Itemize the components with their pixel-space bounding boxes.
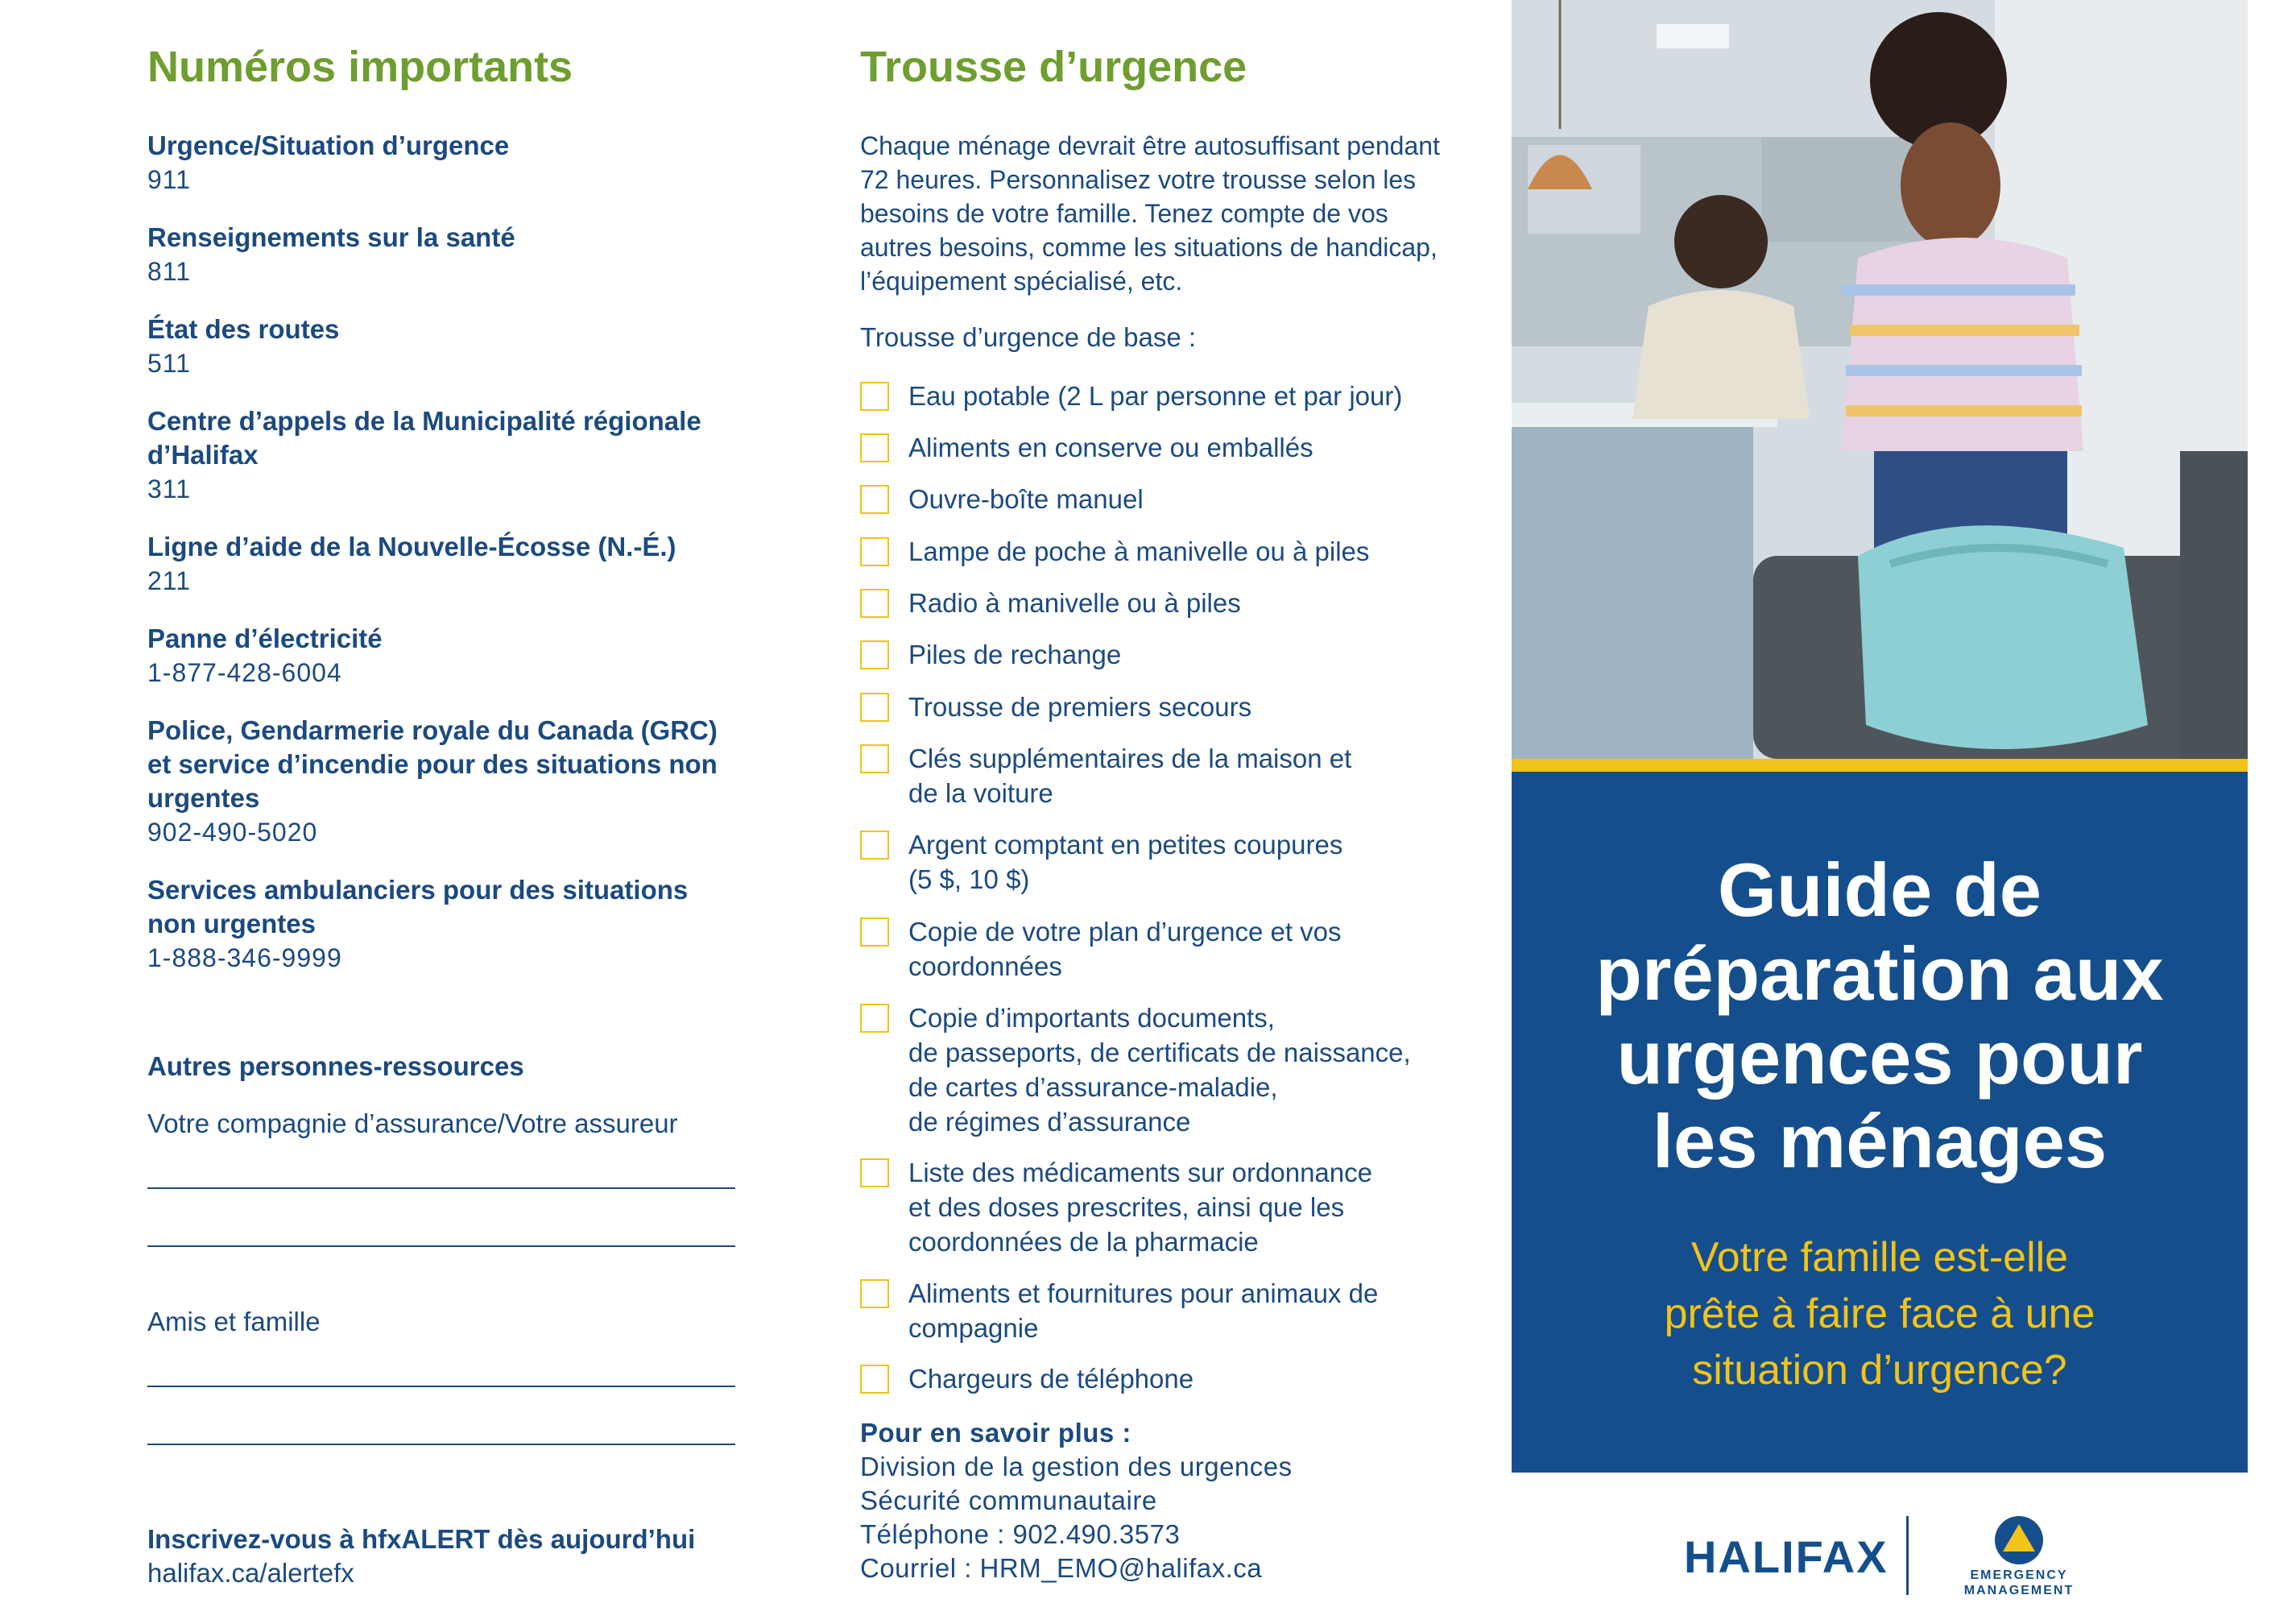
checklist-item-label: Copie de votre plan d’urgence et vos coordonnées [908,917,1342,981]
checkbox[interactable] [860,744,889,773]
checklist-item-label: Aliments et fournitures pour animaux de compagnie [908,1278,1379,1343]
logo-area [1512,1506,2248,1603]
friends-write-line[interactable] [147,1386,735,1387]
number-label: Renseignements sur la santé [147,222,515,252]
number-value: 1-877-428-6004 [147,658,342,687]
number-label: Services ambulanciers pour des situations non urgentes [147,875,689,938]
accent-bar [1512,759,2248,772]
number-label: Panne d’électricité [147,624,383,653]
checklist-item-label: Chargeurs de téléphone [908,1364,1194,1394]
more-info-line: Courriel : HRM_EMO@halifax.ca [860,1553,1263,1583]
checklist-item-label: Eau potable (2 L par personne et par jour) [908,381,1403,411]
number-item [147,873,743,975]
friends-write-line[interactable] [147,1444,735,1445]
number-label: État des routes [147,314,340,344]
checkbox[interactable] [860,1279,889,1308]
checkbox[interactable] [860,1365,889,1394]
more-info-title: Pour en savoir plus : [860,1418,1131,1448]
cover-title: Guide de préparation aux urgences pour les ménages [1595,847,2164,1183]
checkbox[interactable] [860,831,889,860]
checkbox[interactable] [860,640,889,669]
emergency-management-icon [1946,1514,2091,1568]
more-info-line: Sécurité communautaire [860,1485,1157,1515]
number-value: 1-888-346-9999 [147,943,342,972]
checkbox[interactable] [860,693,889,722]
number-label: Police, Gendarmerie royale du Canada (GRC) et service d’incendie pour des situations non urgentes [147,715,718,813]
other-contacts-title: Autres personnes-ressources [147,1051,524,1081]
checkbox[interactable] [860,382,889,411]
checklist-item-label: Trousse de premiers secours [908,692,1252,722]
checklist-item-label: Lampe de poche à manivelle ou à piles [908,536,1370,566]
more-info-block [860,1416,1293,1585]
emergency-management-logo [1946,1514,2091,1603]
number-label: Urgence/Situation d’urgence [147,130,510,160]
insurance-write-line[interactable] [147,1245,735,1247]
checkbox[interactable] [860,537,889,566]
checkbox[interactable] [860,1004,889,1033]
emergency-kit-title: Trousse d’urgence [860,43,1247,91]
kit-intro: Chaque ménage devrait être autosuffisant pendant 72 heures. Personnalisez votre trousse selon les besoins de votre famille. Tenez compte de vos autres besoins, comme les situations de handicap, l’équipement spécialisé, etc. [860,131,1440,296]
checkbox[interactable] [860,918,889,947]
number-item [147,313,743,380]
checklist-item-label: Argent comptant en petites coupures (5 $, 10 $) [908,830,1343,894]
number-value: 211 [147,566,192,595]
more-info-line: Téléphone : 902.490.3573 [860,1519,1181,1549]
signup-link[interactable]: halifax.ca/alertefx [147,1558,354,1588]
basic-kit-label: Trousse d’urgence de base : [860,322,1197,352]
checklist-item-label: Clés supplémentaires de la maison et de la voiture [908,744,1352,808]
friends-family-label: Amis et famille [147,1307,321,1336]
number-value: 311 [147,474,192,503]
checklist-item-label: Ouvre-boîte manuel [908,484,1144,514]
number-item [147,129,743,197]
important-numbers-title: Numéros importants [147,43,573,91]
number-item [147,622,743,690]
checkbox[interactable] [860,589,889,618]
cover-panel [1512,0,2248,1624]
insurance-label: Votre compagnie d’assurance/Votre assureur [147,1108,678,1138]
checkbox[interactable] [860,1158,889,1187]
number-label: Ligne d’aide de la Nouvelle-Écosse (N.-É.) [147,532,676,561]
number-value: 811 [147,257,192,286]
checklist-item-label: Aliments en conserve ou emballés [908,433,1313,462]
checkbox[interactable] [860,485,889,514]
checklist-item-label: Piles de rechange [908,640,1122,669]
logo-divider [1906,1516,1909,1595]
number-item [147,404,743,506]
insurance-write-line[interactable] [147,1187,735,1189]
cover-title-panel [1512,772,2248,1473]
checkbox[interactable] [860,433,889,462]
halifax-logo: HALIFAX [1684,1531,1889,1582]
number-item [147,221,743,288]
number-item [147,530,743,598]
checklist-item-label: Copie d’importants documents, de passeports, de certificats de naissance, de cartes d’assurance-maladie, de régimes d’assurance [908,1003,1411,1137]
more-info-line: Division de la gestion des urgences [860,1452,1293,1481]
number-item [147,714,743,849]
checklist-item-label: Radio à manivelle ou à piles [908,588,1241,618]
checklist-item-label: Liste des médicaments sur ordonnance et des doses prescrites, ainsi que les coordonnées de la pharmacie [908,1158,1372,1257]
signup-title: Inscrivez-vous à hfxALERT dès aujourd’hui [147,1524,696,1554]
cover-photo [1512,0,2248,759]
important-numbers-list [147,129,743,999]
number-value: 511 [147,349,192,378]
number-value: 902-490-5020 [147,818,318,847]
number-value: 911 [147,165,192,194]
emergency-management-text: EMERGENCY MANAGEMENT [1963,1568,2075,1597]
cover-subtitle: Votre famille est-elle prête à faire face à une situation d’urgence? [1664,1234,2095,1394]
number-label: Centre d’appels de la Municipalité régionale d’Halifax [147,406,701,470]
